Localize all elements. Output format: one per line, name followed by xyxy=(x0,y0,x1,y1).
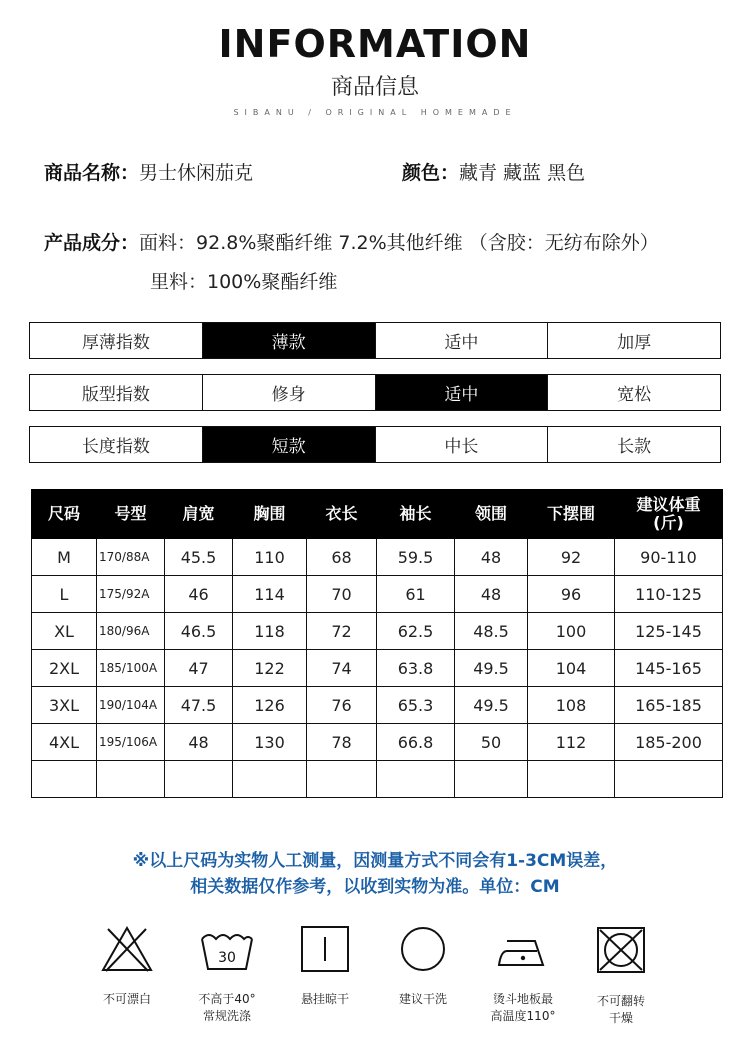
index-option: 适中 xyxy=(375,323,548,358)
table-cell: 185/100A xyxy=(97,650,165,687)
care-label: 悬挂晾干 xyxy=(300,992,349,1006)
index-option: 中长 xyxy=(375,427,548,462)
table-cell: 130 xyxy=(233,724,307,761)
index-option: 短款 xyxy=(202,427,375,462)
table-row xyxy=(32,687,723,724)
table-cell: 78 xyxy=(307,724,377,761)
no-tumble-dry-icon xyxy=(595,925,647,975)
table-cell: 48 xyxy=(165,724,233,761)
lining-row xyxy=(150,267,337,294)
product-name-value: 男士休闲茄克 xyxy=(139,162,254,184)
index-row xyxy=(29,374,721,411)
size-table-header-cell: 下摆围 xyxy=(528,490,615,539)
size-table-header-cell: 建议体重 (斤) xyxy=(615,490,723,539)
care-iron xyxy=(478,925,568,1025)
table-cell: 96 xyxy=(528,576,615,613)
product-name-label: 商品名称： xyxy=(44,162,140,184)
table-cell: L xyxy=(32,576,97,613)
table-cell: 145-165 xyxy=(615,650,723,687)
table-cell: 48.5 xyxy=(455,613,528,650)
table-cell xyxy=(615,761,723,798)
table-row xyxy=(32,539,723,576)
table-cell: 45.5 xyxy=(165,539,233,576)
table-cell: 49.5 xyxy=(455,650,528,687)
size-table-header-cell: 胸围 xyxy=(233,490,307,539)
table-cell: 190/104A xyxy=(97,687,165,724)
table-cell: 61 xyxy=(377,576,455,613)
index-label: 版型指数 xyxy=(81,385,150,405)
table-cell: 100 xyxy=(528,613,615,650)
table-cell: 185-200 xyxy=(615,724,723,761)
dry-clean-icon xyxy=(399,925,447,973)
table-row xyxy=(32,761,723,798)
table-cell: 195/106A xyxy=(97,724,165,761)
table-cell: M xyxy=(32,539,97,576)
table-cell: 74 xyxy=(307,650,377,687)
table-cell: 48 xyxy=(455,576,528,613)
index-row xyxy=(29,322,721,359)
table-cell: 70 xyxy=(307,576,377,613)
table-cell xyxy=(307,761,377,798)
table-row xyxy=(32,650,723,687)
table-cell: 65.3 xyxy=(377,687,455,724)
table-cell: 49.5 xyxy=(455,687,528,724)
composition-row xyxy=(44,228,659,255)
wash-temp-glyph: 30 xyxy=(218,950,236,966)
size-table-header xyxy=(32,490,723,539)
table-cell: 112 xyxy=(528,724,615,761)
size-table xyxy=(31,489,723,798)
index-row xyxy=(29,426,721,463)
table-cell: 175/92A xyxy=(97,576,165,613)
table-cell: 47 xyxy=(165,650,233,687)
table-cell: 72 xyxy=(307,613,377,650)
note-line-2: 相关数据仅作参考，以收到实物为准。单位：CM xyxy=(190,877,560,897)
index-option: 适中 xyxy=(375,375,548,410)
table-cell: 92 xyxy=(528,539,615,576)
care-no-tumble-dry xyxy=(576,925,666,1027)
size-table-header-cell: 领围 xyxy=(455,490,528,539)
table-cell: 50 xyxy=(455,724,528,761)
table-cell: 90-110 xyxy=(615,539,723,576)
table-cell: 48 xyxy=(455,539,528,576)
size-table-header-cell: 肩宽 xyxy=(165,490,233,539)
table-cell: 59.5 xyxy=(377,539,455,576)
table-row xyxy=(32,613,723,650)
hang-dry-icon xyxy=(300,925,350,973)
note-line-1: ※以上尺码为实物人工测量，因测量方式不同会有1-3CM误差， xyxy=(132,851,618,871)
page-subtitle: 商品信息 xyxy=(330,75,419,100)
table-cell: 118 xyxy=(233,613,307,650)
care-label: 不可漂白 xyxy=(102,992,151,1006)
table-cell: 63.8 xyxy=(377,650,455,687)
iron-icon xyxy=(495,925,551,973)
index-option: 薄款 xyxy=(202,323,375,358)
table-cell: 114 xyxy=(233,576,307,613)
table-cell: 46 xyxy=(165,576,233,613)
size-table-header-cell: 尺码 xyxy=(32,490,97,539)
index-label: 厚薄指数 xyxy=(81,333,150,353)
table-cell: 125-145 xyxy=(615,613,723,650)
table-cell: 66.8 xyxy=(377,724,455,761)
table-cell: 47.5 xyxy=(165,687,233,724)
product-color-row xyxy=(402,158,585,185)
table-cell: 76 xyxy=(307,687,377,724)
table-cell xyxy=(32,761,97,798)
care-no-bleach xyxy=(82,925,172,1008)
page-title: INFORMATION xyxy=(218,22,532,66)
table-cell xyxy=(165,761,233,798)
table-cell: 2XL xyxy=(32,650,97,687)
index-label: 长度指数 xyxy=(81,437,150,457)
table-cell xyxy=(233,761,307,798)
care-wash xyxy=(182,925,272,1025)
index-option: 长款 xyxy=(547,427,720,462)
care-label: 不可翻转 干燥 xyxy=(596,994,645,1025)
table-cell: 110 xyxy=(233,539,307,576)
no-bleach-icon xyxy=(100,925,154,973)
index-option: 加厚 xyxy=(547,323,720,358)
product-color-label: 颜色： xyxy=(402,162,460,184)
table-cell: 4XL xyxy=(32,724,97,761)
table-cell: 180/96A xyxy=(97,613,165,650)
table-cell: 110-125 xyxy=(615,576,723,613)
table-cell: 126 xyxy=(233,687,307,724)
table-cell: 122 xyxy=(233,650,307,687)
size-table-header-cell: 衣长 xyxy=(307,490,377,539)
table-cell: 165-185 xyxy=(615,687,723,724)
care-label: 烫斗地板最 高温度110° xyxy=(490,992,556,1023)
table-cell: 108 xyxy=(528,687,615,724)
table-cell: 62.5 xyxy=(377,613,455,650)
wash-30-icon xyxy=(198,925,256,973)
lining-value: 里料：100%聚酯纤维 xyxy=(150,271,338,293)
table-cell xyxy=(97,761,165,798)
table-row xyxy=(32,576,723,613)
fabric-value: 面料：92.8%聚酯纤维 7.2%其他纤维 （含胶：无纺布除外） xyxy=(139,232,659,254)
size-table-header-cell: 袖长 xyxy=(377,490,455,539)
care-label: 不高于40° 常规洗涤 xyxy=(198,992,256,1023)
size-table-header-cell: 号型 xyxy=(97,490,165,539)
care-hang-dry xyxy=(280,925,370,1008)
table-row xyxy=(32,724,723,761)
product-color-value: 藏青 藏蓝 黑色 xyxy=(459,162,586,184)
composition-label: 产品成分： xyxy=(44,232,140,254)
table-cell: 46.5 xyxy=(165,613,233,650)
table-cell xyxy=(377,761,455,798)
care-dry-clean xyxy=(378,925,468,1008)
table-cell: XL xyxy=(32,613,97,650)
index-option: 修身 xyxy=(202,375,375,410)
table-cell xyxy=(455,761,528,798)
brand-tagline: SIBANU / ORIGINAL HOMEMADE xyxy=(233,108,517,117)
table-cell: 68 xyxy=(307,539,377,576)
table-cell: 104 xyxy=(528,650,615,687)
table-cell: 170/88A xyxy=(97,539,165,576)
table-cell xyxy=(528,761,615,798)
care-label: 建议干洗 xyxy=(398,992,447,1006)
table-cell: 3XL xyxy=(32,687,97,724)
index-option: 宽松 xyxy=(547,375,720,410)
product-name-row xyxy=(44,158,253,185)
